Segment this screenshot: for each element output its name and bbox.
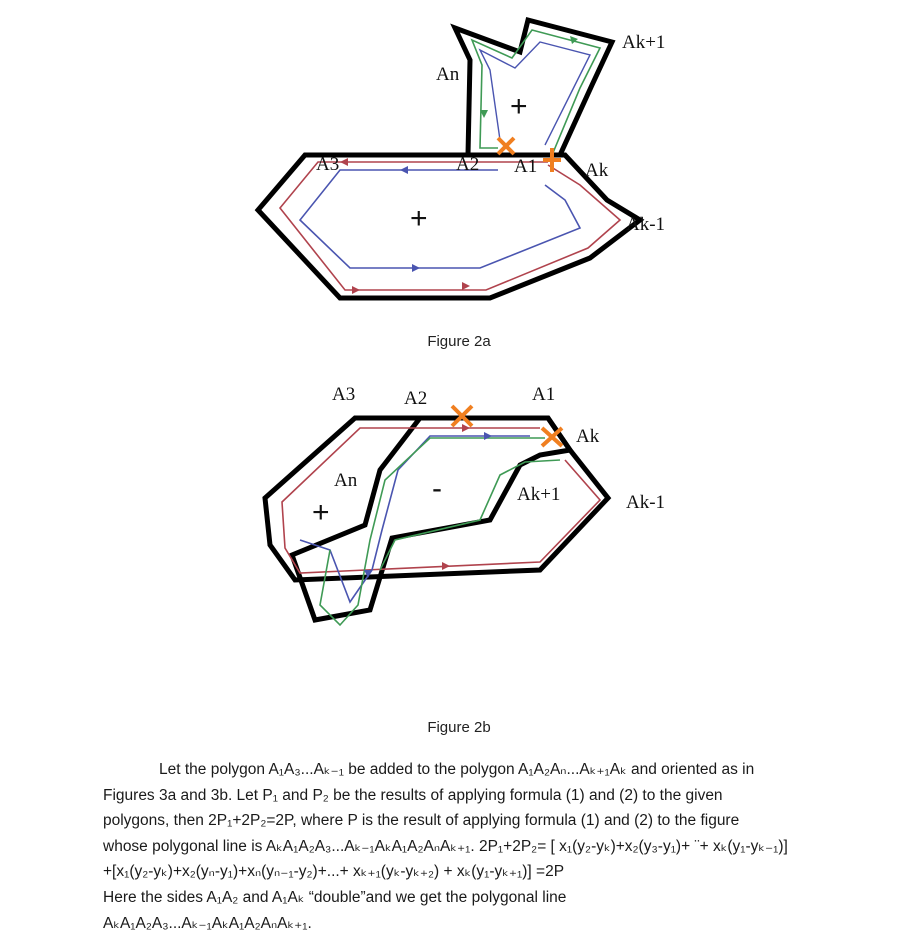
- figure-2a-diagram: [0, 0, 918, 320]
- label-a3: A3: [316, 154, 340, 175]
- label-a2: A2: [456, 154, 480, 175]
- label-ak: Ak: [576, 426, 600, 447]
- paragraph-line: Figures 3a and 3b. Let P₁ and P₂ be the results of applying formula (1) and (2) to the given: [103, 786, 723, 804]
- label-ak-plus-1: Ak+1: [517, 484, 561, 505]
- figure-2a: [0, 0, 918, 320]
- orange-cross-a1: [543, 148, 561, 172]
- label-a1: A1: [532, 384, 556, 405]
- figure-2b-diagram: [0, 370, 918, 710]
- label-a2: A2: [404, 388, 428, 409]
- inner-polygon-outline: [292, 418, 570, 620]
- blue-arrowheads: [364, 432, 492, 578]
- upper-polygon-outline: [455, 20, 612, 155]
- explanation-paragraph: [103, 757, 893, 936]
- blue-oriented-path: [300, 170, 580, 268]
- orange-cross-a2: [498, 138, 514, 154]
- label-a1: A1: [514, 156, 538, 177]
- green-oriented-path: [472, 30, 600, 160]
- paragraph-line: polygons, then 2P₁+2P₂=2P, where P is the result of applying formula (1) and (2) to the figure: [103, 812, 740, 830]
- figure-2b-caption: Figure 2b: [427, 719, 491, 736]
- label-ak: Ak: [585, 160, 609, 181]
- paragraph-line: +[x₁(y₂-yₖ)+x₂(yₙ-y₁)+xₙ(yₙ₋₁-y₂)+...+ xₖ₊₁(yₖ-yₖ₊₂) + xₖ(y₁-yₖ₊₁)] =2P: [103, 863, 565, 881]
- sign-lower-plus: +: [410, 202, 428, 235]
- figure-2b: [0, 370, 918, 710]
- label-ak-minus-1: Ak-1: [626, 214, 666, 235]
- label-an: An: [436, 64, 460, 85]
- paragraph-line: Here the sides A₁A₂ and A₁Aₖ “double”and we get the polygonal line: [103, 888, 567, 906]
- sign-left-plus: +: [312, 496, 330, 529]
- red-arrowheads: [442, 424, 470, 570]
- paragraph-line: whose polygonal line is AₖA₁A₂A₃...Aₖ₋₁AₖA₁A₂AₙAₖ₊₁. 2P₁+2P₂= [ x₁(y₂-yₖ)+x₂(y₃-y₁)+ ¨+ xₖ(y₁-yₖ₋₁)]: [103, 837, 788, 855]
- paragraph-line: Let the polygon A₁A₃...Aₖ₋₁ be added to the polygon A₁A₂Aₙ...Aₖ₊₁Aₖ and oriented as in: [159, 761, 755, 778]
- sign-middle-minus: -: [432, 472, 442, 505]
- label-ak-plus-1: Ak+1: [622, 32, 666, 53]
- label-a3: A3: [332, 384, 356, 405]
- figure-2a-caption: Figure 2a: [427, 333, 491, 350]
- lower-polygon-outline: [258, 155, 640, 298]
- red-arrowheads: [340, 158, 470, 294]
- label-an: An: [334, 470, 358, 491]
- paragraph-line: AₖA₁A₂A₃...Aₖ₋₁AₖA₁A₂AₙAₖ₊₁.: [103, 914, 312, 932]
- label-ak-minus-1: Ak-1: [626, 492, 666, 513]
- green-right-path: [380, 460, 560, 570]
- sign-upper-plus: +: [510, 90, 528, 123]
